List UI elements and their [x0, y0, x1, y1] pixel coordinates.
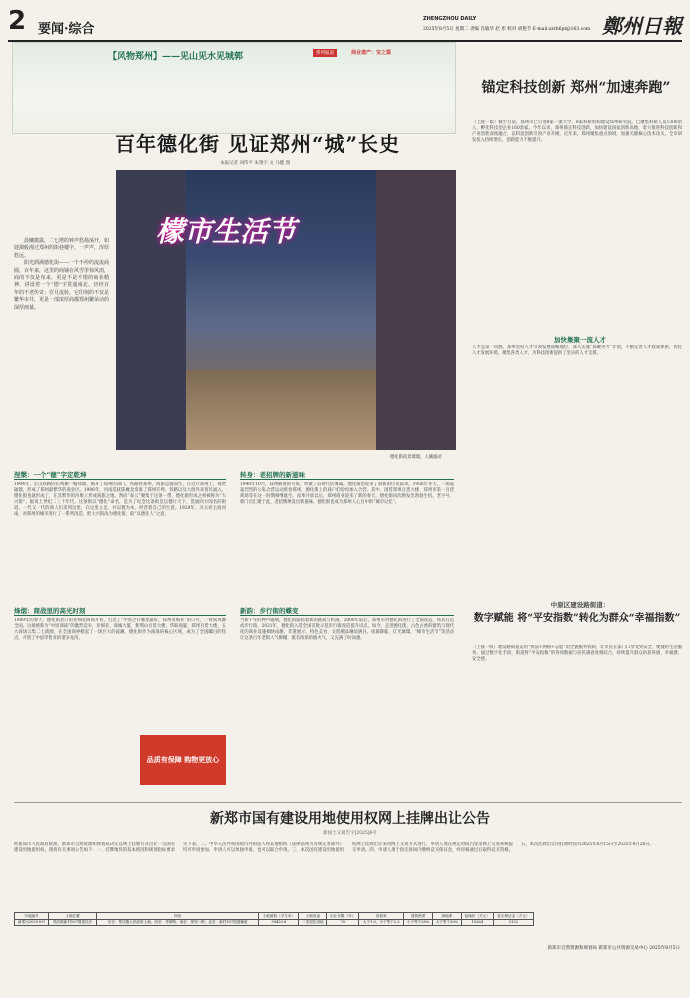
- photo-caption: 德化街夜景璀璨，人潮涌动: [390, 455, 442, 460]
- feature-banner: [12, 42, 456, 134]
- table-cell: 新郑出2025-8号: [15, 919, 49, 926]
- section-body: 1904年，京汉铁路的长鸣撕一帽郑旗，揭开了郑州的命门。铁路将郑州，商旅运辏而至，在这片郑州上，商贾辐辏，形成了郑州最繁华的商业区。1906年，河南巡抚陈夔龙奏准了郑州开埠，铁路以及大批外来客民涌入，德化街也就形成了，在其繁华的沙堆上形成商旅之地。然而“泰云”聚集于这条一带，德化街形成之初被称为“大兴街”。据说上世纪二三十年代，这条街以“德化”命名，是为了纪念这条街是以德行天下、货通四方闻名的街道。一代又一代的商人们来到这里，在这里立足，并以德为本，经营着自己的生意。1928年，冯玉祥主政河南，对郑州的城市进行了一系列改造，把大兴街改为德化街，取“以德化人”之意。: [14, 482, 226, 517]
- right-article-title: 锚定科技创新 郑州“加速奔跑”: [481, 80, 671, 96]
- byline: 本报记者 刘伟平 朱翔宇 文 马健 图: [220, 161, 291, 166]
- table-header: 宗地编号: [15, 913, 49, 920]
- page-number: 2: [8, 6, 27, 36]
- right-article-body: 人才是第一资源。郑州坚持人才引领发展战略地位，深入实施“郑聚英才”计划，不断完善人才政策体系，优化人才发展环境，聚集各类人才，为科技创新提供了坚实的人才支撑。: [472, 345, 682, 356]
- intro-paragraph: 晨曦微露，二七塔的钟声悠扬荡开，如涟漪般漫过郑州的街巷楼宇，一声声，浑厚悠远。: [14, 238, 110, 259]
- section-body: 1948年10月，郑州解放的号角，吹散了旧时代的雾霭，德化街也迎来了崭新的历史篇章。1956年冬天，一场轰轰烈烈的公私合营运动席卷郑州，德化街上的商户们纷纷加入合营。其中，国营郑州百货大楼、郑州市第一百货商场等在这一时期相继诞生。改革开放以后，郑州商业迎来了新的春天，德化街再次焕发出勃勃生机。老字号、新门店汇聚于此，老招牌焕发出新滋味，德化街也成为郑州人心目中的“城市记忆”。: [240, 482, 454, 505]
- feature-headline: 百年德化街 见证郑州“城”长史: [115, 132, 400, 156]
- table-cell: 郑店镇新村107国道以东: [49, 919, 97, 926]
- paper-english-name: ZHENGZHOU DAILY: [423, 16, 477, 22]
- table-row: [15, 919, 534, 926]
- section-name: 要闻·综合: [38, 22, 95, 37]
- feature-photo: [116, 170, 456, 450]
- section-heading: 烽烟：商战里的高光时刻: [14, 606, 226, 616]
- notice-subtitle: 新国土交易告字[2025]6号: [323, 831, 377, 836]
- table-header: 绿地率: [432, 913, 461, 920]
- section-heading: 涅槃：一个“德”字定乾坤: [14, 470, 226, 480]
- table-header: 竞买保证金（万元）: [493, 913, 533, 920]
- notice-body: 经新郑市人民政府批准，新郑市自然资源和规划局决定以网上挂牌方式出让一宗国有建设用地使用权。现将有关事项公告如下：一、挂牌地块的基本情况和规划指标要求见下表。二、中华人民共和国境内外的法人和其他组织（法律法规另有规定者除外）均可申请参加，申请人可以单独申请，也可以联合申请。三、本次国有建设用地使用权网上挂牌出让采用网上交易方式进行，申请人须在规定时间内登录网上交易系统提交申请。四、申请人须于指定时间内缴纳竞买保证金，经审核通过后取得竞买资格。五、本次挂牌出让的挂牌时间为2025年8月15日至2025年8月26日。: [14, 842, 654, 853]
- table-header-row: [15, 913, 534, 920]
- table-header: 建筑密度: [404, 913, 433, 920]
- page-header: [8, 6, 682, 42]
- right-article-body: （上接一版）截至目前，郑州市已引进8家一流大学，8家科研机构建设郑州研究院，已聚集科研人员1300余人，孵化科技型企业160余家。今年以来，郑州锚定科技创新，加快建设国家创新高地，着力推进科技创新和产业创新深度融合，以科技创新引领产业升级。近年来，郑州聚焦重点领域，加强关键核心技术攻关，全市研发投入持续增长，创新能力不断提升。: [472, 120, 682, 143]
- intro-paragraph: 阳光洒满德化街——一个不停的流流商圈。百年来，这里的商铺在风雪里惊风雨，商的不仅是布来，更是不是不错的商业精神，讲设着一个“德”字贯通南北，历经百年的不老传奇；岁月流转，它印刻的不仅是繁华市井，更是一部浓厚商都郑州繁荣动的深厚画幕。: [14, 260, 110, 311]
- table-cell: 东至：郑店镇人民政府土地；西至：华润路；南至：规划一路；北至：新村107国道辅道: [97, 919, 259, 926]
- photo-street: [186, 370, 376, 450]
- table-header: 土地用途: [299, 913, 327, 920]
- paper-logo: 鄭州日報: [602, 14, 682, 38]
- table-cell: 10264: [461, 919, 493, 926]
- table-header: 四至: [97, 913, 259, 920]
- photo-building-right: [376, 170, 456, 450]
- photo-sign: 檬市生活节: [156, 215, 297, 248]
- date-line: 2025年8月5日 星期二 责编 肖敏华 赵 彤 校对 胡艳节 E-mail:zzrb6pt@163.com: [423, 27, 591, 32]
- series-name: 商业遗产：宝之篇: [351, 50, 392, 56]
- table-cell: 大于等于30%: [432, 919, 461, 926]
- table-cell: 小于等于28%: [404, 919, 433, 926]
- right-section2-head: 中原区建设路街道：: [550, 601, 610, 609]
- feature-intro: [14, 238, 109, 312]
- right-subhead: 加快集聚一流人才: [554, 336, 606, 344]
- notice-title: 新郑市国有建设用地使用权网上挂牌出让公告: [210, 811, 490, 827]
- section-body: 1989年的春天，德化街北口的亚细亚商场开业，打出了“中原之行哪里最好，郑州亚细亚”的口号，一时间风靡全国。这场被称为“中原商战”的激烈竞争，亚细亚、商城大厦、紫荆山百货大楼、华联商厦、郑州百货大楼，五大商场云集二七商圈，在全国商界掀起了一场巨大的波澜。德化街作为商战的核心区域，成为了全国瞩目的焦点，开创了中国零售业的诸多先河。: [14, 618, 226, 641]
- section-heading: 新韵：步行街的蝶变: [240, 606, 454, 616]
- table-cell: 二类居住用地: [299, 919, 327, 926]
- table-cell: 39420.8: [259, 919, 299, 926]
- table-header: 起始价（万元）: [461, 913, 493, 920]
- right-section2-title: 数字赋能 将“平安指数”转化为群众“幸福指数”: [473, 613, 681, 624]
- table-cell: 5132: [493, 919, 533, 926]
- notice-table: [14, 912, 534, 926]
- table-cell: 大于1.0，小于等于2.3: [359, 919, 404, 926]
- notice-contact: 新郑市自然资源和规划局 新郑市公共资源交易中心 2025年8月5日: [547, 946, 680, 951]
- advertisement: 品质有保障 购物更放心: [140, 735, 226, 785]
- table-header: 土地位置: [49, 913, 97, 920]
- table-header: 出让年限（年）: [327, 913, 359, 920]
- table-header: 容积率: [359, 913, 404, 920]
- section-body: 当新千年的钟声敲响，德化街面临着新的挑战与机遇。2000年前后，郑州市对德化街进行了全面改造，将其打造成步行街。2021年，德化街入选全国首批示范步行街改造提升试点。如今，走进德化街，古色古香的建筑与现代化的商业设施相映成趣，非遗展示、特色美食、文创潮品琳琅满目。夜幕降临，灯光璀璨，“檬市生活节”等活动让这条百年老街人气爆棚，既有浓浓的烟火气，又充满了时尚感。: [240, 618, 454, 641]
- table-header: 土地面积（平方米）: [259, 913, 299, 920]
- series-label: 系列报道: [313, 49, 337, 57]
- right-section2-body: （上接一版）建设路街道运用“执法+网格+志愿”的全链服务机制，让市民在家门口享受到安全、便捷的生活服务。通过数字化手段，街道将“平安指数”的各项数据与居民满意度相结合，持续提升群众的获得感、幸福感、安全感。: [472, 645, 682, 662]
- table-cell: 70: [327, 919, 359, 926]
- section-heading: 转身：老招牌的新滋味: [240, 470, 454, 480]
- column-title: 【风物郑州】——见山见水见城郭: [108, 52, 244, 62]
